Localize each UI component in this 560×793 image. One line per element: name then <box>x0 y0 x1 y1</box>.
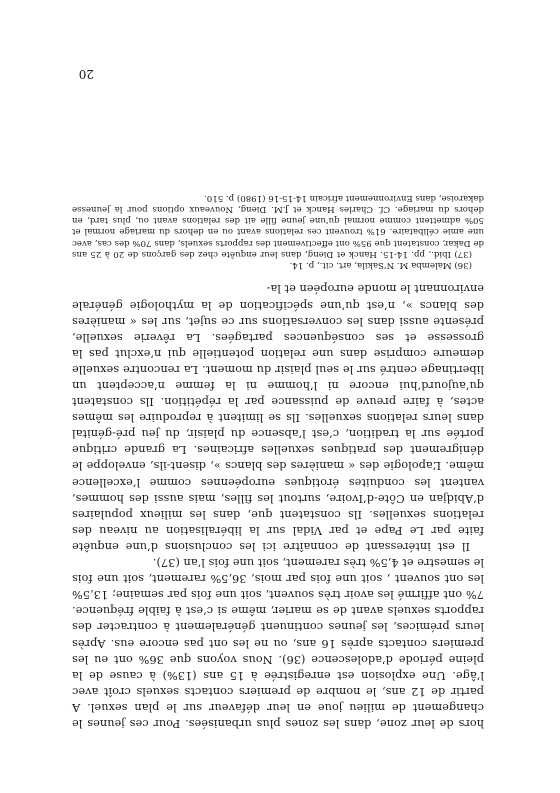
paragraph-2: Il est intéressant de connaître ici les conclusions d’une enquête faite par Le Pape et par Vidal sur la libéralisation au niveau des relations sexuelles. Ils constatent que, dans les milieux populaires d’Abidjan en Côte-d’Ivoire, surtout les filles, mais aussi des hommes, vantent les conduites érotiques européennes comme l’excellence même. L’apologie des « manières des blancs », disent-ils, enveloppe le dénigrement des pratiques sexuelles africaines. La grande critique portée sur la tradition, c’est l’absence du plaisir, du jeu pré-génital dans leurs relations sexuelles. Ils se limitent à reproduire les mêmes actes, à faire preuve de puissance par la répétition. Ils constatent qu’aujourd’hui encore ni l’homme ni la femme n’acceptent un libertinage centré sur le seul plaisir du moment. La rencontre sexuelle demeure comprise dans une relation potentielle qui n’exclut pas la grossesse et ses conséquences partagées. La rêverie sexuelle, présente aussi dans les conversations sur ce sujet, sur les « manières des blancs », n’est qu’une spécification de la mythologie générale environnant le monde européen et la- <box>72 282 484 553</box>
footnotes <box>72 191 484 270</box>
footnote-36: (36) Malemba M. N’Sakila, art. cit., p. 14. <box>289 260 472 271</box>
paragraph-1: hors de leur zone, dans les zones plus urbanisées. Pour ces jeunes le changement de milieu joue en leur défaveur sur le plan sexuel. A partir de 12 ans, le nombre de premiers contacts sexuels croît avec l’âge. Une explosion est enregistrée à 15 ans (13%) à cause de la pleine période d’adolescence (36). Nous voyons que 36% ont eu les premiers contacts après 16 ans, ou ne les ont pas encore eus. Après leurs prémices, les jeunes continuent généralement à contracter des rapports sexuels avant de se marier, même si c’est à faible fréquence. 7% ont affirmé les avoir très souvent, soit une fois par semaine; 13,5% les ont souvent , soit une fois par mois, 36,5% rarement, soit une fois le semestre et 4,5% très rarement, soit une fois l’an (37). <box>72 556 484 730</box>
page-number: 20 <box>78 67 94 81</box>
page-content <box>72 191 484 731</box>
footnote-37: (37) Ibid., pp. 14-15. Hanck et Dieng, dans leur enquête chez des garçons de 20 à 25 ans de Dakar, constatent que 95% ont effectivement des rapports sexuels, dans 70% des cas, avec une amie célibataire. 61% trouvent ces relations avant ou en dehors du mariage normal et 50% admettent comme normal qu’une jeune fille ait des relations avant ou, plus tard, en dehors du mariage. Cf. Charles Hanck et J.M. Dieng, Nouveaux options pour la jeunesse dakaroise, dans Environnement africain 14-15-16 (1980) p. 510. <box>72 192 484 260</box>
